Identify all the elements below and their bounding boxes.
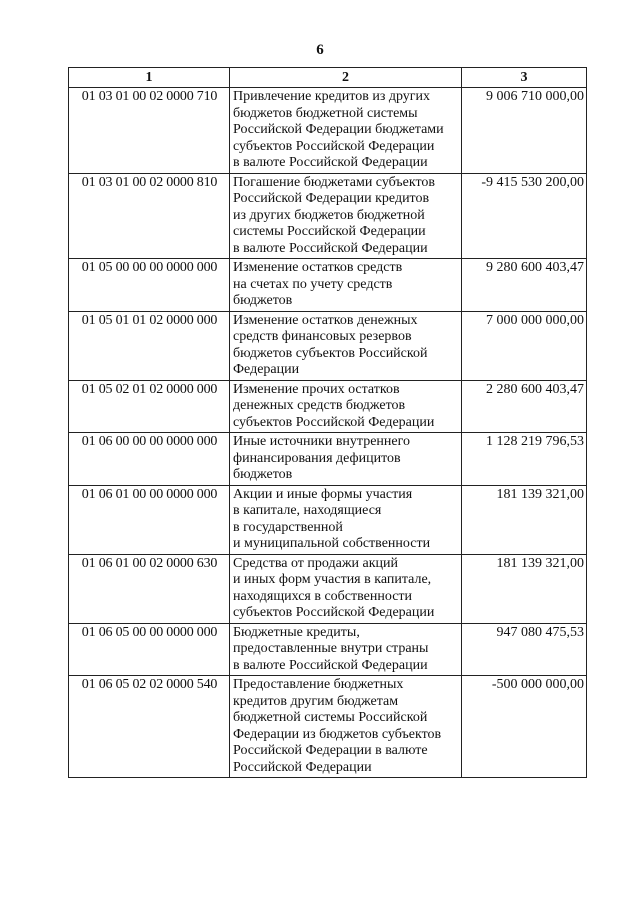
table-row <box>69 623 587 676</box>
source-name-line: и иных форм участия в капитале, <box>233 572 432 587</box>
amount-cell: 9 006 710 000,00 <box>462 88 587 174</box>
source-name-line: бюджетов <box>233 467 293 482</box>
source-name-line: бюджетов бюджетной системы <box>233 105 418 121</box>
table-row <box>69 311 587 380</box>
budget-code-cell: 01 05 02 01 02 0000 000 <box>69 380 230 433</box>
column-header-amount: 3 <box>462 68 587 88</box>
amount-cell: 947 080 475,53 <box>462 623 587 676</box>
source-name-line: Российской Федерации в валюте <box>233 743 428 758</box>
source-name-cell <box>230 554 462 623</box>
source-name-line: в валюте Российской Федерации <box>233 657 428 673</box>
source-name-line: денежных средств бюджетов <box>233 398 406 413</box>
source-name-line: Изменение остатков средств <box>233 260 403 275</box>
source-name-line: на счетах по учету средств <box>233 276 393 292</box>
source-name-line: субъектов Российской Федерации <box>233 414 435 430</box>
table-row <box>69 676 587 778</box>
source-name-line: субъектов Российской Федерации <box>233 138 435 154</box>
source-name-cell <box>230 485 462 554</box>
source-name-line: Предоставление бюджетных <box>233 677 404 692</box>
source-name-cell <box>230 259 462 312</box>
source-name-line: в капитале, находящиеся <box>233 503 382 518</box>
budget-code-cell: 01 03 01 00 02 0000 810 <box>69 173 230 259</box>
source-name-line: и муниципальной собственности <box>233 536 431 551</box>
source-name-line: Изменение прочих остатков <box>233 381 400 397</box>
amount-cell: -500 000 000,00 <box>462 676 587 778</box>
source-name-line: из других бюджетов бюджетной <box>233 207 425 223</box>
page-number: 6 <box>316 42 324 58</box>
source-name-cell <box>230 380 462 433</box>
source-name-line: в государственной <box>233 519 343 535</box>
table-row <box>69 88 587 174</box>
source-name-cell <box>230 311 462 380</box>
table-body <box>69 88 587 778</box>
source-name-cell <box>230 88 462 174</box>
table-row <box>69 554 587 623</box>
budget-code-cell: 01 05 01 01 02 0000 000 <box>69 311 230 380</box>
amount-cell: 7 000 000 000,00 <box>462 311 587 380</box>
budget-code-cell: 01 06 01 00 00 0000 000 <box>69 485 230 554</box>
budget-code-cell: 01 06 05 00 00 0000 000 <box>69 623 230 676</box>
table-row <box>69 259 587 312</box>
table-row <box>69 380 587 433</box>
table-row <box>69 485 587 554</box>
source-name-line: в валюте Российской Федерации <box>233 155 428 170</box>
amount-cell: 181 139 321,00 <box>462 554 587 623</box>
source-name-line: Бюджетные кредиты, <box>233 624 360 640</box>
source-name-line: Средства от продажи акций <box>233 555 398 571</box>
source-name-line: средств финансовых резервов <box>233 329 412 344</box>
source-name-cell <box>230 623 462 676</box>
source-name-line: Привлечение кредитов из других <box>233 89 431 104</box>
source-name-line: Акции и иные формы участия <box>233 486 413 502</box>
header-row <box>69 68 587 88</box>
budget-code-cell: 01 05 00 00 00 0000 000 <box>69 259 230 312</box>
column-header-code: 1 <box>69 68 230 88</box>
source-name-line: системы Российской Федерации <box>233 224 426 239</box>
source-name-line: Изменение остатков денежных <box>233 312 418 328</box>
source-name-line: Российской Федерации кредитов <box>233 191 430 206</box>
source-name-line: Иные источники внутреннего <box>233 434 411 449</box>
source-name-cell <box>230 433 462 486</box>
source-name-cell <box>230 173 462 259</box>
amount-cell: 2 280 600 403,47 <box>462 380 587 433</box>
source-name-line: находящихся в собственности <box>233 588 413 604</box>
budget-code-cell: 01 06 00 00 00 0000 000 <box>69 433 230 486</box>
amount-cell: 9 280 600 403,47 <box>462 259 587 312</box>
table-row <box>69 433 587 486</box>
budget-code-cell: 01 06 01 00 02 0000 630 <box>69 554 230 623</box>
budget-sources-table <box>68 67 587 778</box>
budget-code-cell: 01 03 01 00 02 0000 710 <box>69 88 230 174</box>
source-name-line: субъектов Российской Федерации <box>233 605 435 620</box>
column-header-name: 2 <box>230 68 462 88</box>
amount-cell: -9 415 530 200,00 <box>462 173 587 259</box>
source-name-line: финансирования дефицитов <box>233 450 401 466</box>
source-name-line: бюджетов <box>233 293 293 308</box>
source-name-line: в валюте Российской Федерации <box>233 240 428 256</box>
source-name-line: кредитов другим бюджетам <box>233 693 399 709</box>
source-name-line: Федерации из бюджетов субъектов <box>233 726 442 742</box>
table-row <box>69 173 587 259</box>
budget-code-cell: 01 06 05 02 02 0000 540 <box>69 676 230 778</box>
amount-cell: 181 139 321,00 <box>462 485 587 554</box>
source-name-line: Федерации <box>233 362 300 377</box>
amount-cell: 1 128 219 796,53 <box>462 433 587 486</box>
source-name-line: Погашение бюджетами субъектов <box>233 174 436 190</box>
source-name-line: бюджетов субъектов Российской <box>233 345 428 361</box>
source-name-line: Российской Федерации <box>233 759 372 775</box>
source-name-line: предоставленные внутри страны <box>233 641 429 656</box>
source-name-line: Российской Федерации бюджетами <box>233 122 444 137</box>
source-name-line: бюджетной системы Российской <box>233 710 428 725</box>
source-name-cell <box>230 676 462 778</box>
